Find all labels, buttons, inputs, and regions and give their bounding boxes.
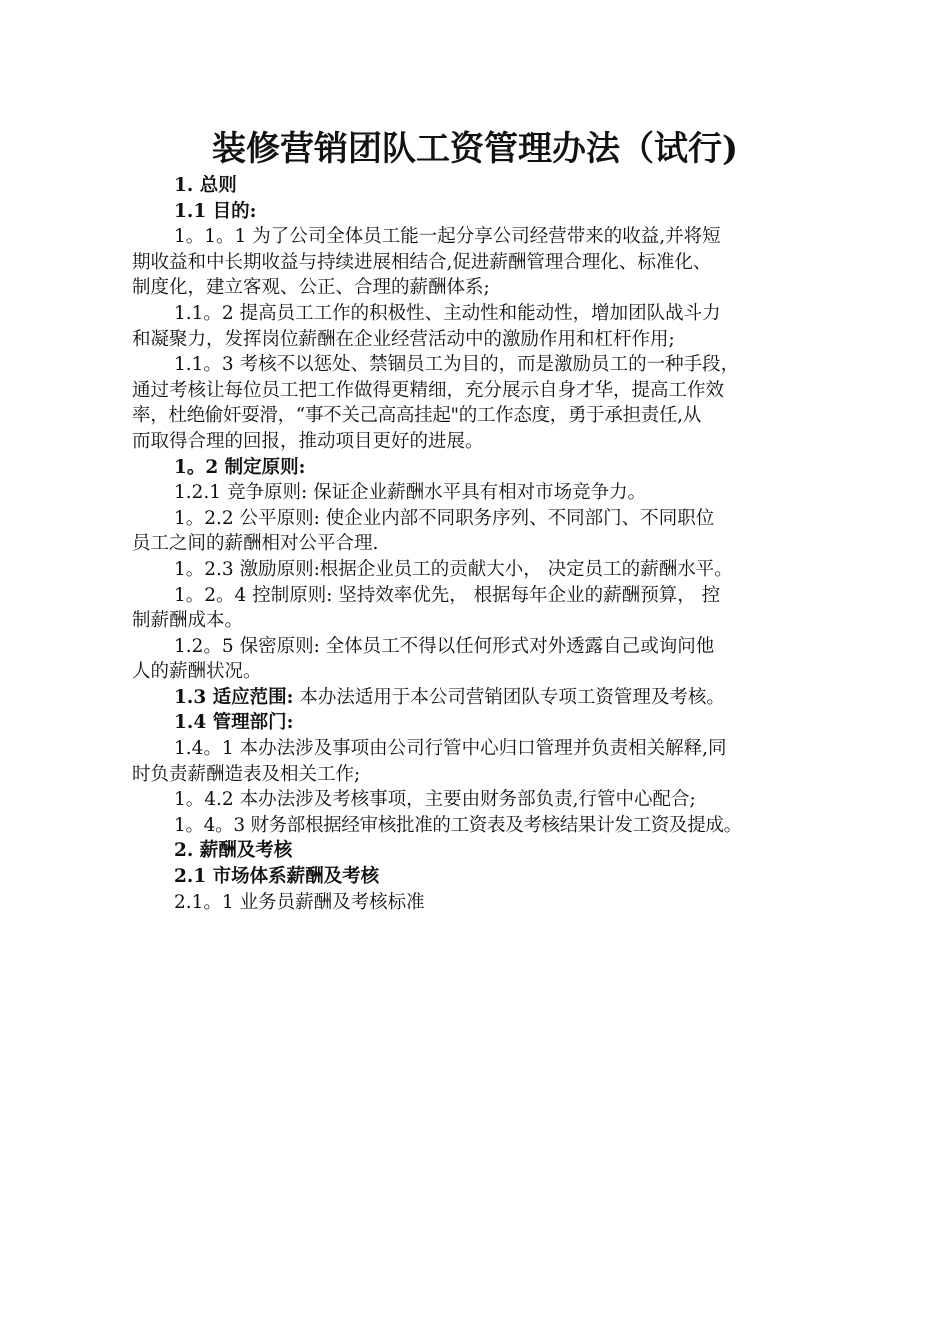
paragraph-line <box>132 378 852 404</box>
paragraph-line <box>132 275 852 301</box>
paragraph-line <box>132 762 852 788</box>
line-text: 1。4。3 财务部根据经审核批准的工资表及考核结果计发工资及提成。 <box>174 814 742 836</box>
line-text: 员工之间的薪酬相对公平合理. <box>132 533 379 555</box>
line-text: 1。2。4 控制原则: 坚持效率优先， 根据每年企业的薪酬预算， 控 <box>174 584 721 606</box>
line-text: 1。4.2 本办法涉及考核事项，主要由财务部负责,行管中心配合; <box>174 789 696 811</box>
subsection-heading <box>132 864 852 890</box>
paragraph-line <box>132 787 852 813</box>
line-text: 期收益和中长期收益与持续进展相结合,促进薪酬管理合理化、标准化、 <box>132 251 712 273</box>
line-text: 1.1。3 考核不以惩处、禁锢员工为目的，而是激励员工的一种手段， <box>174 354 740 376</box>
paragraph-line <box>132 634 852 660</box>
section-heading <box>132 173 852 199</box>
heading-text: 2.1 市场体系薪酬及考核 <box>174 866 380 888</box>
paragraph-line <box>132 301 852 327</box>
line-text: 1.2。5 保密原则: 全体员工不得以任何形式对外透露自己或询问他 <box>174 635 715 657</box>
heading-text: 1.4 管理部门: <box>174 712 294 734</box>
line-text: 2.1。1 业务员薪酬及考核标准 <box>174 891 425 913</box>
document-body <box>132 173 852 915</box>
heading-text: 1。2 制定原则: <box>174 456 306 478</box>
subsection-heading <box>132 199 852 225</box>
paragraph-line <box>132 224 852 250</box>
paragraph-line <box>132 557 852 583</box>
document-title: 装修营销团队工资管理办法（试行) <box>211 129 739 169</box>
paragraph-line <box>132 813 852 839</box>
section-heading <box>132 838 852 864</box>
paragraph-line <box>132 506 852 532</box>
paragraph-line <box>132 890 852 916</box>
paragraph-line <box>132 583 852 609</box>
line-text: 通过考核让每位员工把工作做得更精细，充分展示自身才华，提高工作效 <box>132 379 725 401</box>
line-text: 本办法适用于本公司营销团队专项工资管理及考核。 <box>293 686 725 708</box>
line-text: 制度化，建立客观、公正、合理的薪酬体系; <box>132 277 490 299</box>
paragraph-line <box>132 352 852 378</box>
heading-text: 1. 总则 <box>174 175 237 196</box>
line-text: 1。2.3 激励原则:根据企业员工的贡献大小， 决定员工的薪酬水平。 <box>174 558 733 580</box>
paragraph-line <box>132 531 852 557</box>
paragraph-line <box>132 736 852 762</box>
subsection-heading <box>132 455 852 481</box>
paragraph-line <box>132 608 852 634</box>
line-text: 率，杜绝偷奸耍滑，“事不关己高高挂起"的工作态度，勇于承担责任,从 <box>132 405 701 427</box>
line-text: 1.1。2 提高员工工作的积极性、主动性和能动性，增加团队战斗力 <box>174 302 721 324</box>
paragraph-line <box>132 480 852 506</box>
line-text: 1。1。1 为了公司全体员工能一起分享公司经营带来的收益,并将短 <box>174 226 721 248</box>
paragraph-line <box>132 429 852 455</box>
line-text: 1.2.1 竞争原则: 保证企业薪酬水平具有相对市场竞争力。 <box>174 482 647 504</box>
scope-line <box>132 685 852 711</box>
paragraph-line <box>132 327 852 353</box>
line-text: 时负责薪酬造表及相关工作; <box>132 763 361 785</box>
heading-text: 1.3 适应范围: <box>174 686 294 708</box>
line-text: 和凝聚力，发挥岗位薪酬在企业经营活动中的激励作用和杠杆作用; <box>132 328 675 350</box>
paragraph-line <box>132 403 852 429</box>
line-text: 1.4。1 本办法涉及事项由公司行管中心归口管理并负责相关解释,同 <box>174 738 727 760</box>
line-text: 人的薪酬状况。 <box>132 661 262 683</box>
line-text: 而取得合理的回报，推动项目更好的进展。 <box>132 430 484 452</box>
heading-text: 1.1 目的: <box>174 200 257 222</box>
paragraph-line <box>132 659 852 685</box>
subsection-heading <box>132 710 852 736</box>
line-text: 制薪酬成本。 <box>132 610 244 632</box>
heading-text: 2. 薪酬及考核 <box>174 840 293 862</box>
paragraph-line <box>132 250 852 276</box>
line-text: 1。2.2 公平原则: 使企业内部不同职务序列、不同部门、不同职位 <box>174 507 715 529</box>
